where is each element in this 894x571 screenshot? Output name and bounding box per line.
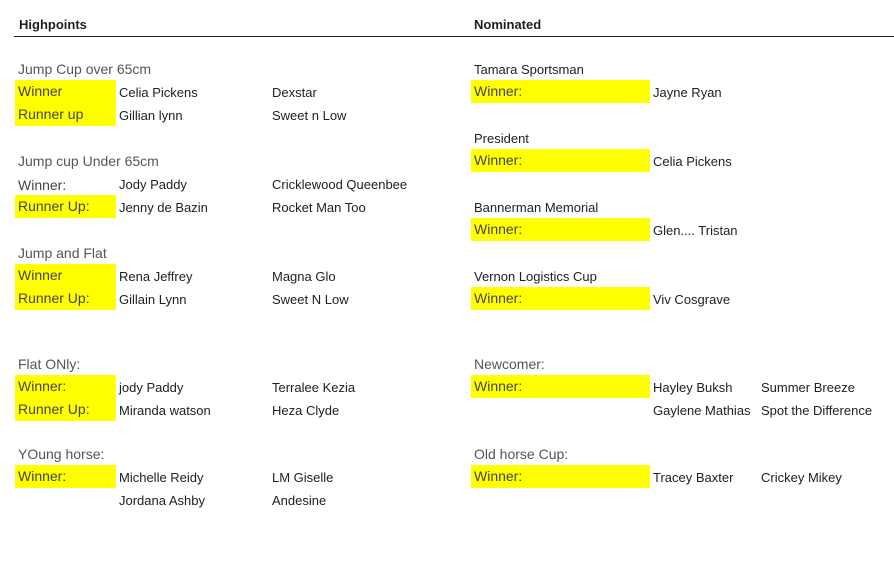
highlight-runner-up	[15, 287, 116, 310]
winner-rider: Viv Cosgrave	[653, 292, 731, 307]
highlight-winner	[15, 465, 116, 488]
highlight-winner	[15, 375, 116, 398]
highlight-winner	[471, 465, 650, 488]
winner-rider: Michelle Reidy	[119, 470, 204, 485]
winner-label: Winner:	[18, 378, 67, 394]
winner-label: Winner	[18, 83, 63, 99]
winner-horse: Terralee Kezia	[272, 380, 356, 395]
runner-up-rider: Jenny de Bazin	[119, 200, 208, 215]
winner-horse: Crickey Mikey	[761, 470, 842, 485]
runner-up-horse: Rocket Man Too	[272, 200, 366, 215]
runner-up-rider: Miranda watson	[119, 403, 211, 418]
section-title-jump-cup-under: Jump cup Under 65cm	[18, 153, 159, 169]
runner-up-label: Runner Up:	[18, 401, 90, 417]
highlight-winner	[15, 80, 116, 103]
runner-up-horse: Sweet N Low	[272, 292, 349, 307]
winner-rider: jody Paddy	[119, 380, 184, 395]
winner-label: Winner:	[18, 468, 67, 484]
extra-rider: Jordana Ashby	[119, 493, 206, 508]
winner-label: Winner:	[474, 152, 523, 168]
highlight-runner-up	[15, 195, 116, 218]
runner-up-label: Runner up	[18, 106, 84, 122]
runner-up-label: Runner Up:	[18, 290, 90, 306]
section-title-flat-only: Flat ONly:	[18, 356, 81, 372]
section-title-young-horse: YOung horse:	[18, 446, 105, 462]
winner-label: Winner:	[474, 290, 523, 306]
nominated-header: Nominated	[474, 17, 542, 32]
winner-label: Winner:	[474, 468, 523, 484]
runner-up-rider: Gillian lynn	[119, 108, 183, 123]
header-divider	[14, 36, 894, 37]
highlight-winner	[471, 287, 650, 310]
winner-rider: Celia Pickens	[653, 154, 732, 169]
highlight-winner	[471, 149, 650, 172]
award-title-bannerman-memorial: Bannerman Memorial	[474, 200, 599, 215]
award-title-tamara-sportsman: Tamara Sportsman	[474, 62, 584, 77]
award-title-vernon-logistics-cup: Vernon Logistics Cup	[474, 269, 597, 284]
award-title-old-horse-cup: Old horse Cup:	[474, 446, 569, 462]
extra-horse: Andesine	[272, 493, 327, 508]
winner-label: Winner:	[18, 177, 67, 193]
highpoints-header: Highpoints	[19, 17, 87, 32]
winner-rider: Hayley Buksh	[653, 380, 733, 395]
highlight-runner-up	[15, 398, 116, 421]
winner-label: Winner:	[474, 221, 523, 237]
winner-rider: Jody Paddy	[119, 177, 187, 192]
runner-up-horse: Heza Clyde	[272, 403, 340, 418]
highlight-winner	[471, 375, 650, 398]
section-title-jump-and-flat: Jump and Flat	[18, 245, 107, 261]
extra-horse: Spot the Difference	[761, 403, 873, 418]
winner-horse: Magna Glo	[272, 269, 336, 284]
winner-label: Winner:	[474, 83, 523, 99]
winner-horse: LM Giselle	[272, 470, 334, 485]
award-title-newcomer: Newcomer:	[474, 356, 545, 372]
winner-horse: Cricklewood Queenbee	[272, 177, 408, 192]
highlight-runner-up	[15, 103, 116, 126]
winner-rider: Jayne Ryan	[653, 85, 722, 100]
winner-horse: Dexstar	[272, 85, 317, 100]
highlight-winner	[471, 80, 650, 103]
highlight-winner	[15, 264, 116, 287]
section-title-jump-cup-over: Jump Cup over 65cm	[18, 61, 152, 77]
extra-rider: Gaylene Mathias	[653, 403, 751, 418]
runner-up-rider: Gillain Lynn	[119, 292, 187, 307]
runner-up-horse: Sweet n Low	[272, 108, 347, 123]
winner-rider: Tracey Baxter	[653, 470, 734, 485]
winner-rider: Celia Pickens	[119, 85, 198, 100]
highlight-winner	[471, 218, 650, 241]
winner-horse: Summer Breeze	[761, 380, 855, 395]
runner-up-label: Runner Up:	[18, 198, 90, 214]
winner-label: Winner:	[474, 378, 523, 394]
winner-rider: Rena Jeffrey	[119, 269, 193, 284]
winner-label: Winner	[18, 267, 63, 283]
winner-rider: Glen.... Tristan	[653, 223, 738, 238]
award-title-president: President	[474, 131, 529, 146]
